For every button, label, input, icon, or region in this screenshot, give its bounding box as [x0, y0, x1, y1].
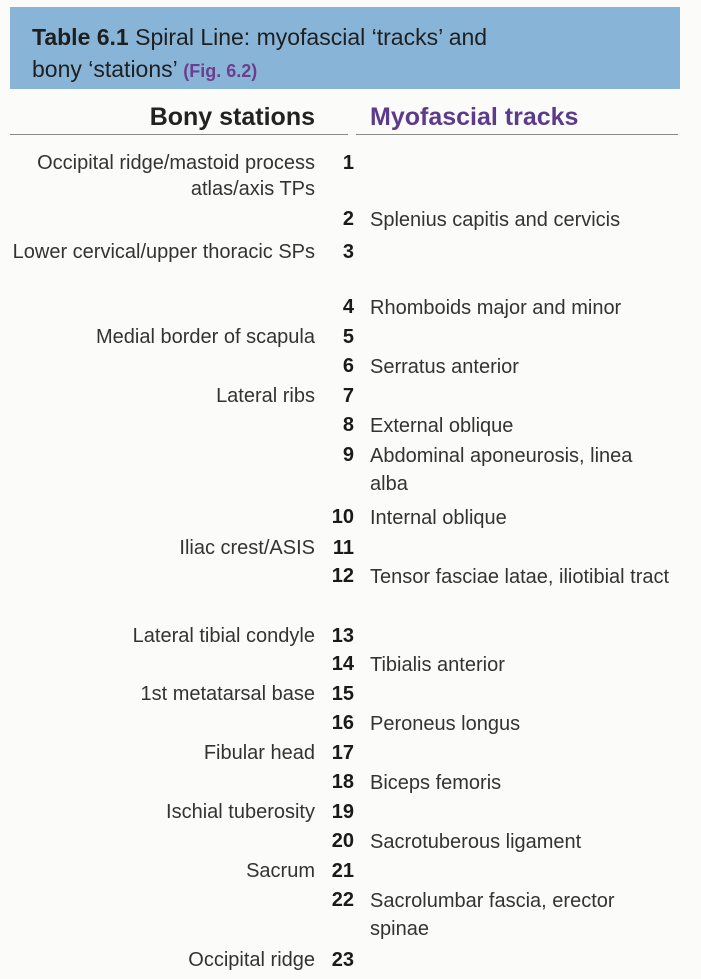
myofascial-track-cell: Abdominal aponeurosis, linea alba	[370, 445, 633, 495]
bony-stations-header: Bony stations	[149, 103, 315, 131]
bony-station-cell: Sacrum	[246, 860, 315, 882]
table-title-bar	[10, 7, 680, 89]
row-number: 20	[331, 830, 354, 852]
bony-station-cell: Occipital ridge/mastoid process atlas/axis TPs	[37, 152, 315, 200]
row-number: 12	[331, 565, 354, 587]
myofascial-track-cell: Serratus anterior	[370, 356, 519, 378]
row-number: 21	[331, 860, 354, 882]
row-number: 7	[342, 385, 354, 407]
myofascial-track-cell: Sacrotuberous ligament	[370, 831, 582, 853]
myofascial-track-cell: External oblique	[370, 415, 514, 437]
bony-station-cell: Lower cervical/upper thoracic SPs	[12, 241, 315, 263]
myofascial-tracks-header: Myofascial tracks	[370, 103, 579, 131]
table-title-continued: bony ‘stations’	[32, 56, 177, 82]
figure-reference: (Fig. 6.2)	[183, 61, 258, 81]
row-number: 18	[331, 771, 354, 793]
row-number: 3	[342, 241, 354, 263]
row-number: 13	[331, 625, 354, 647]
row-number: 15	[331, 683, 354, 705]
myofascial-track-cell: Tensor fasciae latae, iliotibial tract	[370, 566, 670, 588]
bony-station-cell: Ischial tuberosity	[166, 801, 315, 823]
bony-station-cell: Medial border of scapula	[95, 326, 315, 348]
myofascial-track-cell: Tibialis anterior	[370, 654, 505, 676]
bony-station-cell: Iliac crest/ASIS	[179, 537, 315, 559]
bony-station-cell: Lateral tibial condyle	[132, 625, 315, 647]
myofascial-track-cell: Rhomboids major and minor	[370, 297, 622, 319]
myofascial-track-cell: Sacrolumbar fascia, erector spinae	[370, 890, 615, 940]
row-number: 23	[331, 949, 354, 971]
row-number: 10	[331, 506, 354, 528]
bony-station-cell: 1st metatarsal base	[140, 683, 315, 705]
myofascial-track-cell: Peroneus longus	[370, 713, 521, 735]
row-number: 14	[331, 653, 354, 675]
row-number: 6	[342, 355, 354, 377]
row-number: 5	[342, 326, 354, 348]
header-divider-right	[356, 134, 678, 135]
myofascial-track-cell: Biceps femoris	[370, 772, 502, 794]
table-title-line-2	[32, 55, 257, 85]
row-number: 9	[342, 444, 354, 466]
row-number: 11	[332, 537, 354, 559]
table-label: Table 6.1	[32, 24, 129, 50]
row-number: 22	[331, 889, 354, 911]
table-title-line-1	[32, 23, 487, 51]
row-number: 8	[342, 414, 354, 436]
row-number: 2	[342, 208, 354, 230]
myofascial-track-cell: Splenius capitis and cervicis	[370, 209, 621, 231]
row-number: 19	[331, 801, 354, 823]
bony-station-cell: Occipital ridge	[188, 949, 315, 971]
row-number: 1	[342, 152, 354, 174]
row-number: 17	[331, 742, 354, 764]
table-title: Spiral Line: myofascial ‘tracks’ and	[135, 24, 488, 50]
bony-station-cell: Fibular head	[203, 742, 315, 764]
row-number: 4	[342, 296, 354, 318]
row-number: 16	[331, 712, 354, 734]
header-divider-left	[10, 134, 348, 135]
myofascial-track-cell: Internal oblique	[370, 507, 507, 529]
bony-station-cell: Lateral ribs	[216, 385, 315, 407]
